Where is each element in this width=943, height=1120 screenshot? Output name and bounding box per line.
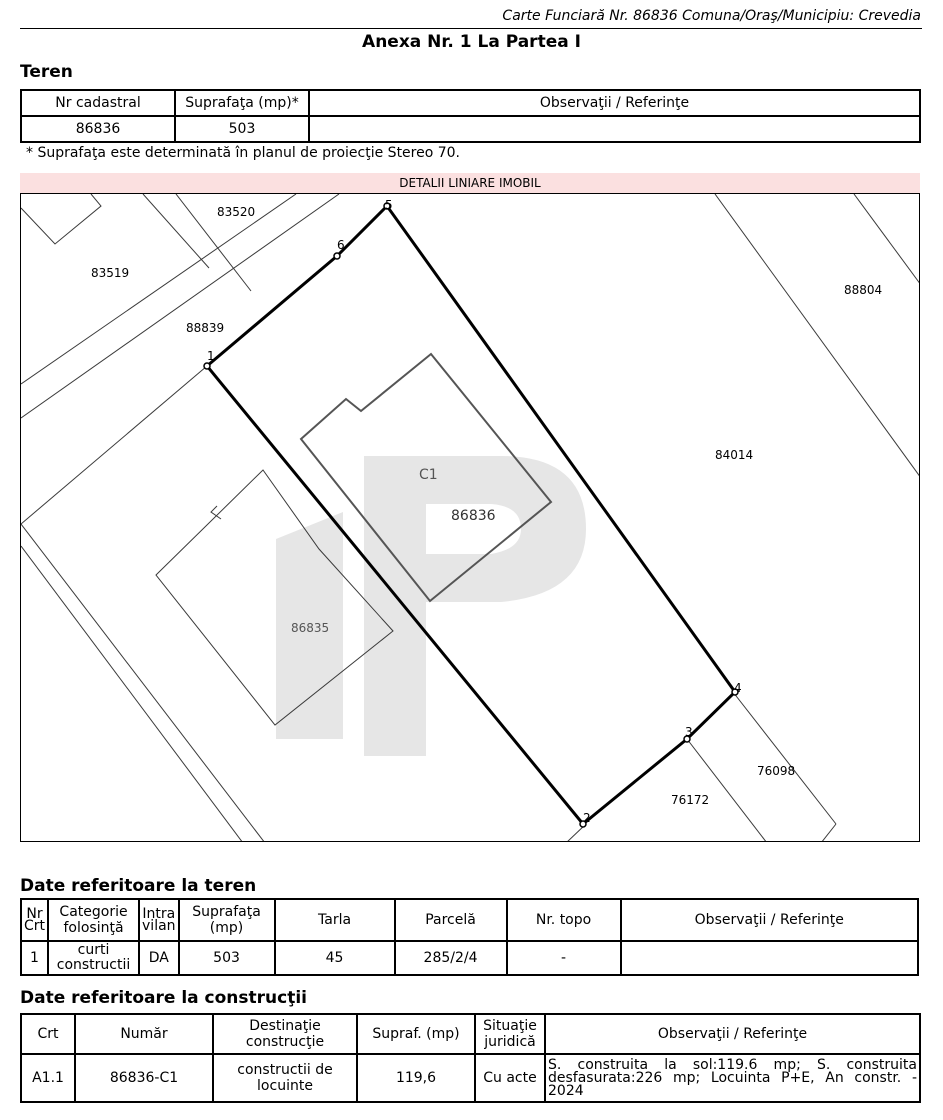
cell-crt: A1.1 — [21, 1054, 75, 1102]
teren-table — [20, 89, 921, 143]
cell-tarla: 45 — [275, 941, 395, 975]
cell-observatii-teren — [621, 941, 918, 975]
suprafata-note: * Suprafaţa este determinată în planul de proiecţie Stereo 70. — [26, 145, 461, 161]
cell-nr: 1 — [21, 941, 48, 975]
header-divider — [20, 28, 922, 29]
label-86836: 86836 — [451, 508, 496, 524]
cell-suprafata: 503 — [175, 116, 309, 142]
section-date-teren-title: Date referitoare la teren — [20, 876, 257, 896]
label-84014: 84014 — [715, 448, 754, 462]
cadastral-plan-svg — [21, 194, 920, 842]
col-suprafata: Suprafaţa (mp)* — [175, 90, 309, 116]
table-row — [21, 1054, 920, 1102]
cadastral-drawing — [20, 193, 920, 842]
cell-numar: 86836-C1 — [75, 1054, 213, 1102]
col-observatii: Observaţii / Referinţe — [309, 90, 920, 116]
col-nr-crt: Nr Crt — [21, 899, 48, 941]
label-76172: 76172 — [671, 793, 710, 807]
label-76098: 76098 — [757, 764, 796, 778]
col-intravilan: Intra vilan — [139, 899, 179, 941]
section-teren-title: Teren — [20, 62, 73, 82]
section-date-constructii-title: Date referitoare la construcţii — [20, 988, 307, 1008]
col-observatii-constructii: Observaţii / Referinţe — [545, 1014, 920, 1054]
cell-suprafata-teren: 503 — [179, 941, 275, 975]
vertex-label-2: 2 — [583, 811, 591, 825]
label-83519: 83519 — [91, 266, 130, 280]
vertex-label-3: 3 — [685, 725, 693, 739]
vertex-label-4: 4 — [734, 681, 742, 695]
col-destinatie: Destinaţie construcţie — [213, 1014, 357, 1054]
date-teren-table — [20, 898, 919, 976]
col-parcela: Parcelă — [395, 899, 507, 941]
cell-supraf: 119,6 — [357, 1054, 475, 1102]
cell-destinatie: constructii de locuinte — [213, 1054, 357, 1102]
label-83520: 83520 — [217, 205, 256, 219]
watermark-logo — [276, 456, 586, 756]
building-86835 — [156, 470, 393, 725]
cell-observatii — [309, 116, 920, 142]
label-c1: C1 — [419, 467, 438, 483]
cell-observatii-constructii: S. construita la sol:119.6 mp; S. construita desfasurata:226 mp; Locuinta P+E, An constr. - 2024 — [545, 1054, 920, 1102]
vertex-label-1: 1 — [207, 349, 215, 363]
col-nr-topo: Nr. topo — [507, 899, 621, 941]
table-row — [21, 941, 918, 975]
col-nr-cadastral: Nr cadastral — [21, 90, 175, 116]
cell-parcela: 285/2/4 — [395, 941, 507, 975]
col-crt: Crt — [21, 1014, 75, 1054]
col-categorie: Categorie folosinţă — [48, 899, 139, 941]
col-tarla: Tarla — [275, 899, 395, 941]
cell-categorie: curti constructii — [48, 941, 139, 975]
vertex-label-5: 5 — [385, 198, 393, 212]
col-observatii-teren: Observaţii / Referinţe — [621, 899, 918, 941]
cell-nr-topo: - — [507, 941, 621, 975]
carte-funciara-header: Carte Funciară Nr. 86836 Comuna/Oraş/Municipiu: Crevedia — [502, 8, 921, 24]
label-88839: 88839 — [186, 321, 225, 335]
label-88804: 88804 — [844, 283, 883, 297]
cell-situatie: Cu acte — [475, 1054, 545, 1102]
cell-intravilan: DA — [139, 941, 179, 975]
drawing-banner: DETALII LINIARE IMOBIL — [20, 173, 920, 193]
col-suprafata-teren: Suprafaţa (mp) — [179, 899, 275, 941]
col-supraf: Supraf. (mp) — [357, 1014, 475, 1054]
date-constructii-table — [20, 1013, 921, 1103]
label-86835: 86835 — [291, 621, 330, 635]
col-numar: Număr — [75, 1014, 213, 1054]
col-situatie: Situaţie juridică — [475, 1014, 545, 1054]
vertex-label-6: 6 — [337, 238, 345, 252]
cell-nr-cadastral: 86836 — [21, 116, 175, 142]
page-title: Anexa Nr. 1 La Partea I — [362, 32, 581, 52]
